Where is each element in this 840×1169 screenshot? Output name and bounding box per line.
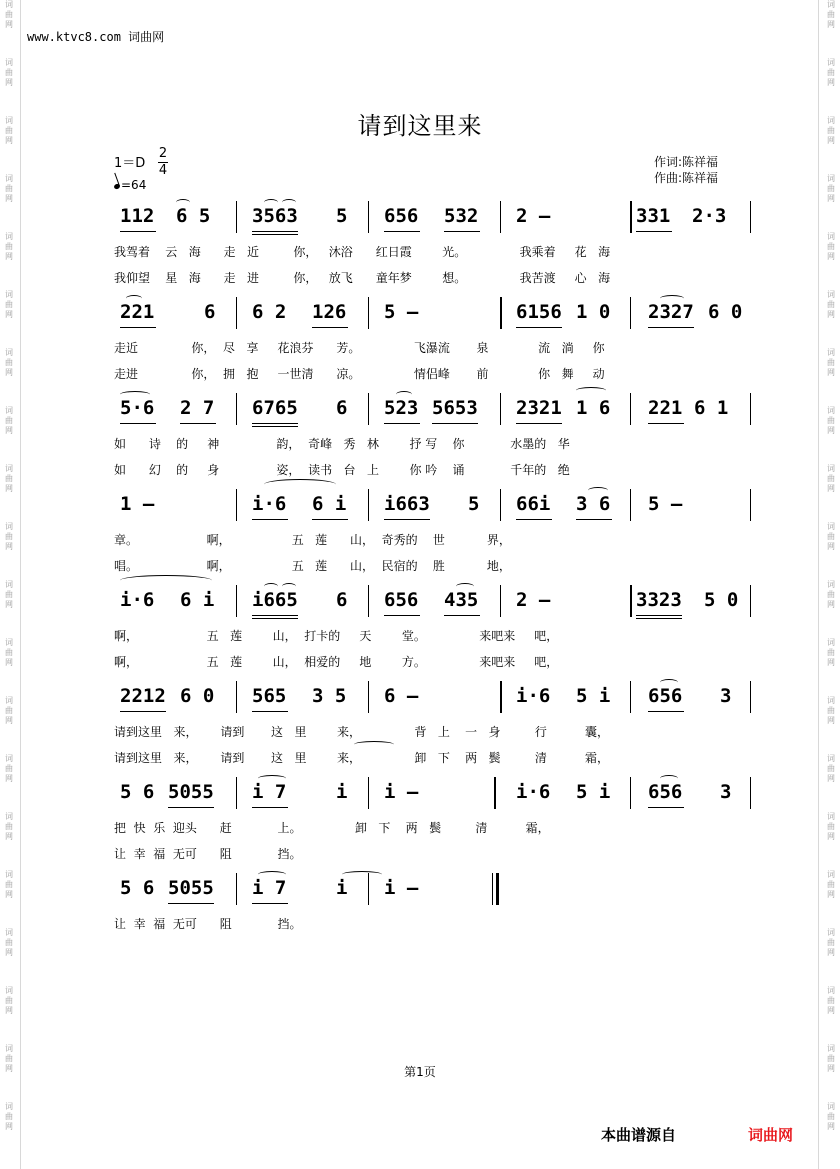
watermark-text: 词 曲 网 [5,464,13,493]
barline [368,585,369,617]
lyric-line-1: 啊， 五 莲 山， 打卡的 天 堂。 来吧来 吧， [114,629,559,643]
barline [750,489,751,521]
barline [368,201,369,233]
barline [236,681,237,713]
notation-row [114,685,754,713]
underline [384,423,420,424]
barline [500,585,501,617]
slur [258,775,286,782]
note-group: 112 [120,205,155,227]
watermark-text: 词 曲 网 [5,870,13,899]
notation-row [114,397,754,425]
note-group: 221 [120,301,155,323]
note-group: 5·6 [120,397,155,419]
watermark-text: 词 曲 网 [827,232,835,261]
brand-link[interactable]: 词曲网 [748,1126,794,1144]
right-watermark-strip [824,0,838,1169]
watermark-text: 词 曲 网 [827,696,835,725]
note-group: 2321 [516,397,562,419]
barline [368,777,369,809]
note-group: 6 0 [180,685,215,707]
watermark-text: 词 曲 网 [5,116,13,145]
barline [500,681,502,713]
note-group: 6 0 [708,301,743,323]
note-group: i 7 [252,781,287,803]
note-group: 2·3 [692,205,727,227]
lyric-line-2: 让 幸 福 无可 阻 挡。 [114,847,302,861]
watermark-text: 词 曲 网 [5,0,13,29]
note-group: 3323 [636,589,682,611]
note-group: 6 [204,301,216,323]
watermark-text: 词 曲 网 [827,464,835,493]
watermark-text: 词 曲 网 [827,522,835,551]
left-page-border [20,0,21,1169]
watermark-text: 词 曲 网 [827,406,835,435]
note-group: 6 [336,397,348,419]
note-group: i·6 [516,685,551,707]
note-group: 66i [516,493,551,515]
barline [236,201,237,233]
slur [258,871,286,878]
underline [576,519,612,520]
barline [630,681,631,713]
underline [636,618,682,619]
underline [168,807,214,808]
note-group: 2 7 [180,397,215,419]
notation-row [114,205,754,233]
barline [750,393,751,425]
barline [500,297,502,329]
slur [126,295,142,302]
note-group: 1 0 [576,301,611,323]
watermark-text: 词 曲 网 [5,174,13,203]
note-group: 435 [444,589,479,611]
underline [432,423,478,424]
slur [264,583,278,590]
barline [236,777,237,809]
lyric-line-1: 如 诗 的 神 韵， 奇峰 秀 林 抒 写 你 水墨的 华 [114,437,570,451]
note-group: 3563 [252,205,298,227]
watermark-text: 词 曲 网 [827,928,835,957]
note-group: 6 1 [694,397,729,419]
lyric-line-1: 把 快 乐 迎头 赶 上。 卸 下 两 鬓 清 霜， [114,821,550,835]
site-url[interactable]: www.ktvc8.com 词曲网 [27,30,165,44]
barline [368,681,369,713]
watermark-text: 词 曲 网 [5,696,13,725]
barline [500,201,501,233]
note-group: 656 [384,205,419,227]
barline [630,297,631,329]
note-group: i – [384,877,419,899]
watermark-text: 词 曲 网 [5,812,13,841]
note-group: 221 [648,397,683,419]
note-group: i·6 [120,589,155,611]
source-label: 本曲谱源自 [601,1126,677,1144]
slur [660,679,678,686]
note-group: 6 5 [176,205,211,227]
note-group: 6 – [384,685,419,707]
lyric-line-2: 啊， 五 莲 山， 相爱的 地 方。 来吧来 吧， [114,655,559,669]
quarter-note-icon [113,183,120,190]
barline [630,201,632,233]
note-group: 5 – [648,493,683,515]
watermark-text: 词 曲 网 [827,812,835,841]
note-group: i·6 [516,781,551,803]
note-group: 656 [648,685,683,707]
slur [456,583,474,590]
watermark-text: 词 曲 网 [5,232,13,261]
note-group: 2212 [120,685,166,707]
note-group: 1 6 [576,397,611,419]
watermark-text: 词 曲 网 [5,754,13,783]
note-group: i·6 [252,493,287,515]
note-group: 532 [444,205,479,227]
slur [120,575,212,586]
watermark-text: 词 曲 网 [5,638,13,667]
note-group: 523 [384,397,419,419]
slur [396,391,412,398]
underline [384,231,420,232]
note-group: 5 6 [120,781,155,803]
underline [120,711,166,712]
note-group: 6156 [516,301,562,323]
watermark-text: 词 曲 网 [827,986,835,1015]
watermark-text: 词 曲 网 [5,580,13,609]
barline [236,585,237,617]
notation-row [114,589,754,617]
lyric-line-2: 请到这里 来， 请到 这 里 来， 卸 下 两 鬓 清 霜， [114,751,610,765]
final-barline-thin [492,873,493,905]
lyric-line-2: 如 幻 的 身 姿， 读书 台 上 你 吟 诵 千年的 绝 [114,463,570,477]
note-group: 656 [648,781,683,803]
watermark-text: 词 曲 网 [5,1044,13,1073]
note-group: 6765 [252,397,298,419]
slur [354,741,394,748]
note-group: 3 [720,781,732,803]
barline [630,489,631,521]
note-group: 3 [720,685,732,707]
underline [312,327,348,328]
note-group: i663 [384,493,430,515]
right-page-border [818,0,819,1169]
watermark-text: 词 曲 网 [827,580,835,609]
underline [120,231,156,232]
notation-row [114,301,754,329]
slur [120,391,150,398]
underline [252,903,288,904]
underline [648,711,684,712]
left-watermark-strip [2,0,16,1169]
note-group: 5055 [168,877,214,899]
note-group: 5 i [576,685,611,707]
underline [120,327,156,328]
note-group: i 7 [252,877,287,899]
note-group: i [336,781,348,803]
watermark-text: 词 曲 网 [5,348,13,377]
lyric-line-1: 章。 啊， 五 莲 山， 奇秀的 世 界， [114,533,511,547]
final-barline-thick [496,873,499,905]
underline [444,615,480,616]
note-group: 3 6 [576,493,611,515]
tempo-value: =64 [121,178,147,192]
barline [368,297,369,329]
watermark-text: 词 曲 网 [5,290,13,319]
underline [252,615,298,616]
watermark-text: 词 曲 网 [5,986,13,1015]
time-signature [158,146,168,179]
notation-row [114,493,754,521]
note-group: i665 [252,589,298,611]
barline [236,297,237,329]
watermark-text: 词 曲 网 [5,928,13,957]
barline [236,393,237,425]
note-group: 5 [468,493,480,515]
note-group: 565 [252,685,287,707]
watermark-text: 词 曲 网 [5,1102,13,1131]
barline [750,585,751,617]
barline [500,489,501,521]
underline [516,423,562,424]
underline [384,519,430,520]
slur [176,199,190,206]
underline [252,618,298,619]
note-group: 331 [636,205,671,227]
underline [252,423,298,424]
note-group: i [336,877,348,899]
underline [180,423,216,424]
slur [588,487,608,494]
watermark-text: 词 曲 网 [827,0,835,29]
underline [516,519,552,520]
lyricist-credit: 作词:陈祥福 [654,155,719,169]
lyric-line-1: 走近 你， 尽 享 花浪芬 芳。 飞瀑流 泉 流 淌 你 [114,341,605,355]
watermark-text: 词 曲 网 [827,754,835,783]
watermark-text: 词 曲 网 [827,58,835,87]
watermark-text: 词 曲 网 [5,522,13,551]
slur [282,199,296,206]
note-group: 2327 [648,301,694,323]
note-group: 6 i [312,493,347,515]
lyric-line-1: 我驾着 云 海 走 近 你， 沐浴 红日霞 光。 我乘着 花 海 [114,245,611,259]
watermark-text: 词 曲 网 [827,1044,835,1073]
lyric-line-1: 让 幸 福 无可 阻 挡。 [114,917,302,931]
watermark-text: 词 曲 网 [5,58,13,87]
underline [444,231,480,232]
barline [750,201,751,233]
slur [660,295,684,302]
lyric-line-1: 请到这里 来， 请到 这 里 来， 背 上 一 身 行 囊， [114,725,610,739]
watermark-text: 词 曲 网 [827,174,835,203]
note-group: 126 [312,301,347,323]
note-group: 5 [336,205,348,227]
lyric-line-2: 唱。 啊， 五 莲 山， 民宿的 胜 地， [114,559,511,573]
watermark-text: 词 曲 网 [827,116,835,145]
underline [168,903,214,904]
slur [576,387,606,394]
note-group: 1 – [120,493,155,515]
underline [648,807,684,808]
watermark-text: 词 曲 网 [827,638,835,667]
underline [636,615,682,616]
underline [120,423,156,424]
note-group: 5 – [384,301,419,323]
note-group: 5 0 [704,589,739,611]
barline [500,393,501,425]
barline [750,681,751,713]
underline [252,426,298,427]
slur [264,199,278,206]
time-top: 2 [158,146,168,161]
note-group: 2 – [516,589,551,611]
barline [236,873,237,905]
underline [648,327,694,328]
barline [630,777,631,809]
barline [630,585,632,617]
notation-row [114,781,754,809]
note-group: 5653 [432,397,478,419]
barline [368,393,369,425]
barline [630,393,631,425]
underline [252,231,298,232]
note-group: 6 2 [252,301,287,323]
lyric-line-2: 我仰望 星 海 走 进 你， 放飞 童年梦 想。 我苦渡 心 海 [114,271,611,285]
underline [636,231,672,232]
repeat-barline [494,777,496,809]
barline [368,489,369,521]
underline [648,423,684,424]
barline [236,489,237,521]
note-group: i – [384,781,419,803]
slur [660,775,678,782]
underline [312,519,348,520]
watermark-text: 词 曲 网 [827,1102,835,1131]
note-group: 5 6 [120,877,155,899]
key-signature: 1＝D [114,156,146,171]
watermark-text: 词 曲 网 [5,406,13,435]
note-group: 5055 [168,781,214,803]
slur [264,479,336,490]
watermark-text: 词 曲 网 [827,348,835,377]
watermark-text: 词 曲 网 [827,290,835,319]
note-group: 3 5 [312,685,347,707]
underline [252,807,288,808]
underline [252,519,288,520]
note-group: 2 – [516,205,551,227]
underline [252,234,298,235]
time-bottom: 4 [158,163,168,178]
slur [342,871,382,878]
note-group: 6 i [180,589,215,611]
note-group: 5 i [576,781,611,803]
composer-credit: 作曲:陈祥福 [654,171,719,185]
lyric-line-2: 走进 你， 拥 抱 一世清 凉。 情侣峰 前 你 舞 动 [114,367,605,381]
slur [282,583,296,590]
underline [384,615,420,616]
tempo-marking [114,178,146,192]
barline [750,777,751,809]
underline [516,327,562,328]
underline [252,711,288,712]
song-title: 请到这里来 [357,112,483,140]
page-number: 第1页 [404,1065,436,1079]
note-group: 6 [336,589,348,611]
note-group: 656 [384,589,419,611]
watermark-text: 词 曲 网 [827,870,835,899]
notation-row [114,877,754,905]
